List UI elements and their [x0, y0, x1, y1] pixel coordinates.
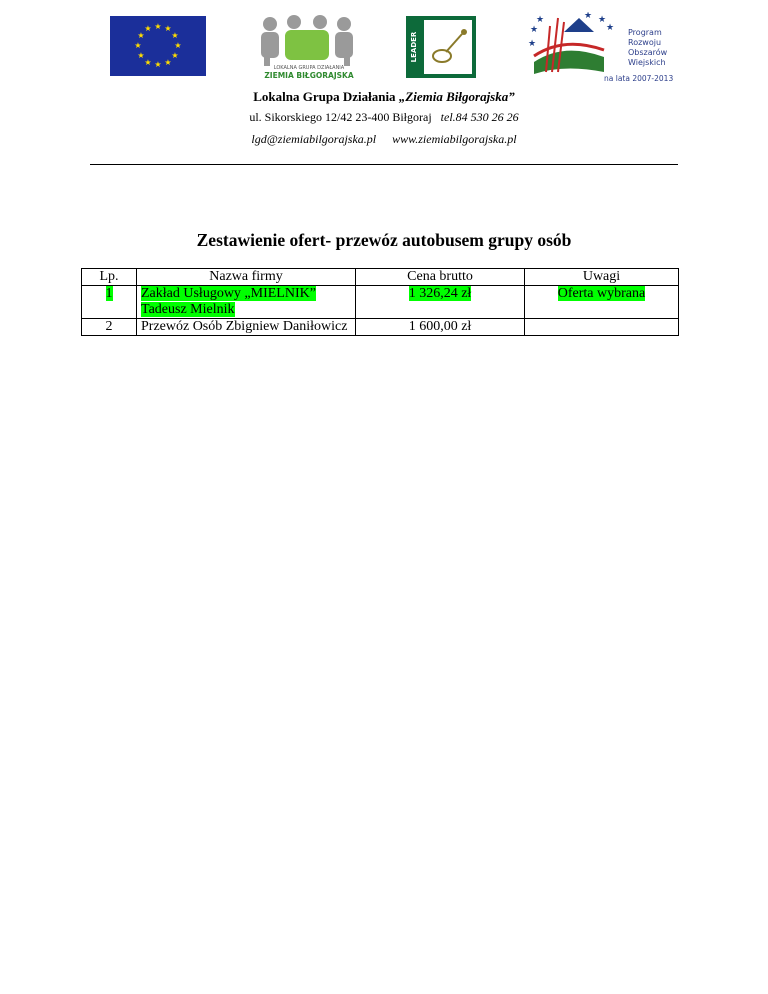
- document-title: Zestawienie ofert- przewóz autobusem grupy osób: [196, 230, 572, 250]
- header-company-name: Nazwa firmy: [137, 269, 356, 286]
- email: lgd@ziemiabilgorajska.pl: [251, 132, 377, 146]
- svg-text:★: ★: [144, 58, 152, 67]
- svg-text:★: ★: [137, 31, 145, 40]
- svg-text:★: ★: [530, 25, 539, 35]
- svg-text:★: ★: [598, 15, 607, 25]
- row-price: 1 600,00 zł: [356, 319, 525, 336]
- prow-line-1: Program: [628, 28, 662, 37]
- row-company: Przewóz Osób Zbigniew Daniłowicz: [137, 319, 356, 336]
- svg-text:★: ★: [171, 31, 179, 40]
- svg-text:★: ★: [171, 51, 179, 60]
- table-header-row: [82, 269, 679, 286]
- svg-text:★: ★: [154, 60, 162, 69]
- lgd-caption-main: ZIEMIA BIŁGORAJSKA: [264, 71, 354, 80]
- svg-text:★: ★: [154, 22, 162, 31]
- row-company-line1: Zakład Usługowy „MIELNIK”: [141, 286, 316, 301]
- row-lp-cell: [82, 286, 137, 319]
- svg-text:★: ★: [174, 41, 182, 50]
- svg-text:★: ★: [164, 24, 172, 33]
- header-divider: [90, 164, 678, 165]
- row-company-cell: [137, 286, 356, 319]
- svg-text:★: ★: [536, 15, 545, 25]
- row-price: 1 326,24 zł: [408, 286, 472, 301]
- svg-text:★: ★: [164, 58, 172, 67]
- svg-text:★: ★: [137, 51, 145, 60]
- row-notes: [525, 319, 679, 336]
- svg-text:★: ★: [606, 23, 615, 33]
- leader-logo-text: LEADER: [410, 31, 418, 63]
- svg-text:★: ★: [134, 41, 142, 50]
- lgd-caption-small: LOKALNA GRUPA DZIAŁANIA: [273, 65, 345, 71]
- row-lp: 2: [82, 319, 137, 336]
- svg-text:★: ★: [584, 12, 593, 21]
- org-name-italic: „Ziemia Biłgorajska”: [398, 89, 515, 104]
- row-price-cell: [356, 286, 525, 319]
- address-line: [0, 110, 768, 125]
- header-lp: Lp.: [82, 269, 137, 286]
- header-notes: Uwagi: [525, 269, 679, 286]
- svg-text:★: ★: [528, 39, 537, 49]
- prow-line-2: Rozwoju: [628, 38, 662, 47]
- row-notes-cell: [525, 286, 679, 319]
- row-notes: Oferta wybrana: [557, 286, 646, 301]
- org-name-prefix: Lokalna Grupa Działania: [253, 89, 399, 104]
- header-price: Cena brutto: [356, 269, 525, 286]
- prow-line-3: Obszarów: [628, 48, 668, 57]
- website: www.ziemiabilgorajska.pl: [392, 132, 517, 146]
- table-row: [82, 319, 679, 336]
- svg-text:★: ★: [144, 24, 152, 33]
- eu-flag-logo: [110, 16, 206, 76]
- leader-logo: [406, 16, 476, 78]
- table-row: [82, 286, 679, 319]
- offers-table: [81, 268, 679, 336]
- address: ul. Sikorskiego 12/42 23-400 Biłgoraj: [249, 110, 432, 124]
- row-lp: 1: [105, 286, 113, 301]
- row-company-line2: Tadeusz Mielnik: [141, 302, 235, 317]
- phone: tel.84 530 26 26: [440, 110, 519, 124]
- prow-line-4: Wiejskich: [628, 58, 666, 67]
- contact-line: [0, 132, 768, 147]
- prow-caption: [628, 28, 667, 68]
- organization-name: [0, 89, 768, 105]
- prow-years: na lata 2007-2013: [604, 74, 674, 83]
- logo-bar: [0, 12, 768, 82]
